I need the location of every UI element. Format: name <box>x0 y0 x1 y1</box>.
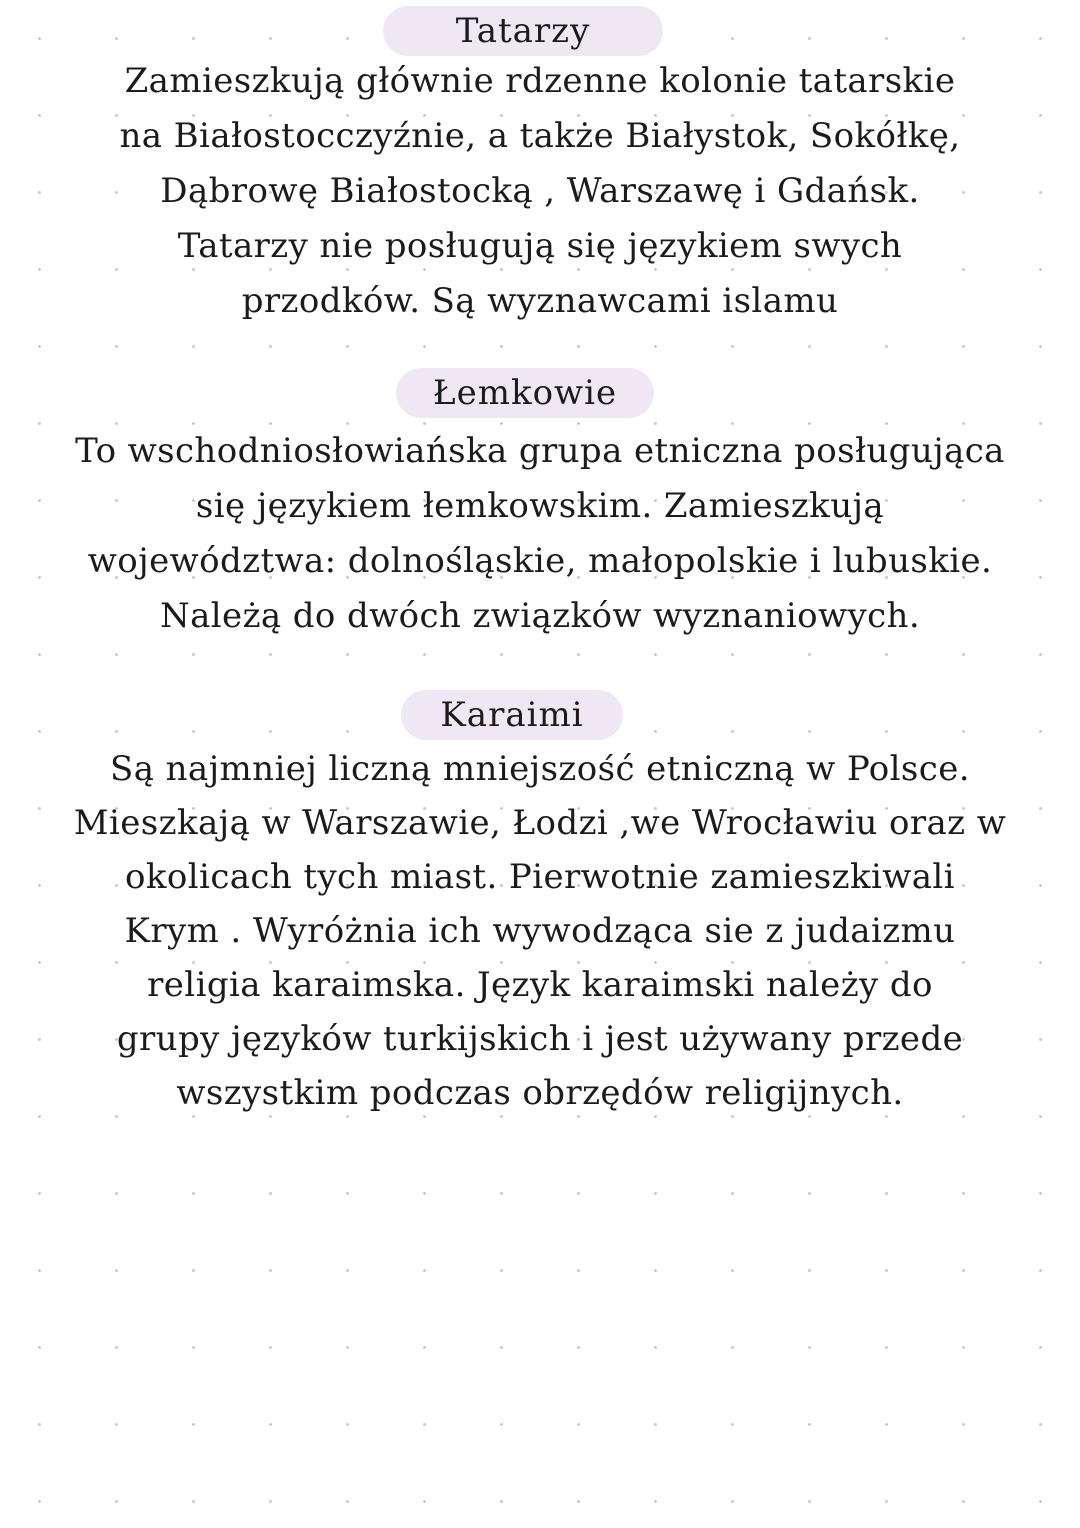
text-line: się językiem łemkowskim. Zamieszkują <box>195 486 885 526</box>
text-line: religia karaimska. Język karaimski należy do <box>147 965 933 1005</box>
text-line: Dąbrowę Białostocką , Warszawę i Gdańsk. <box>160 171 920 211</box>
text-line: Są najmniej liczną mniejszość etniczną w Polsce. <box>110 749 970 789</box>
text-line: województwa: dolnośląskie, małopolskie i lubuskie. <box>87 541 993 581</box>
text-line: przodków. Są wyznawcami islamu <box>241 281 839 321</box>
text-line: grupy języków turkijskich i jest używany przede <box>116 1019 964 1059</box>
section-heading-tatarzy: Tatarzy <box>383 6 663 56</box>
text-line: Zamieszkują głównie rdzenne kolonie tatarskie <box>124 61 956 101</box>
text-line: na Białostocczyźnie, a także Białystok, Sokółkę, <box>119 116 961 156</box>
text-line: To wschodniosłowiańska grupa etniczna posługująca <box>75 431 1005 471</box>
text-line: wszystkim podczas obrzędów religijnych. <box>176 1073 904 1113</box>
text-line: okolicach tych miast. Pierwotnie zamieszkiwali <box>125 857 955 897</box>
text-line: Tatarzy nie posługują się językiem swych <box>177 226 903 266</box>
section-heading-karaimi: Karaimi <box>401 690 623 740</box>
text-line: Należą do dwóch związków wyznaniowych. <box>159 596 921 636</box>
section-heading-lemkowie: Łemkowie <box>396 368 654 418</box>
text-line: Mieszkają w Warszawie, Łodzi ,we Wrocławiu oraz w <box>73 803 1007 843</box>
text-line: Krym . Wyróżnia ich wywodząca sie z judaizmu <box>124 911 956 951</box>
